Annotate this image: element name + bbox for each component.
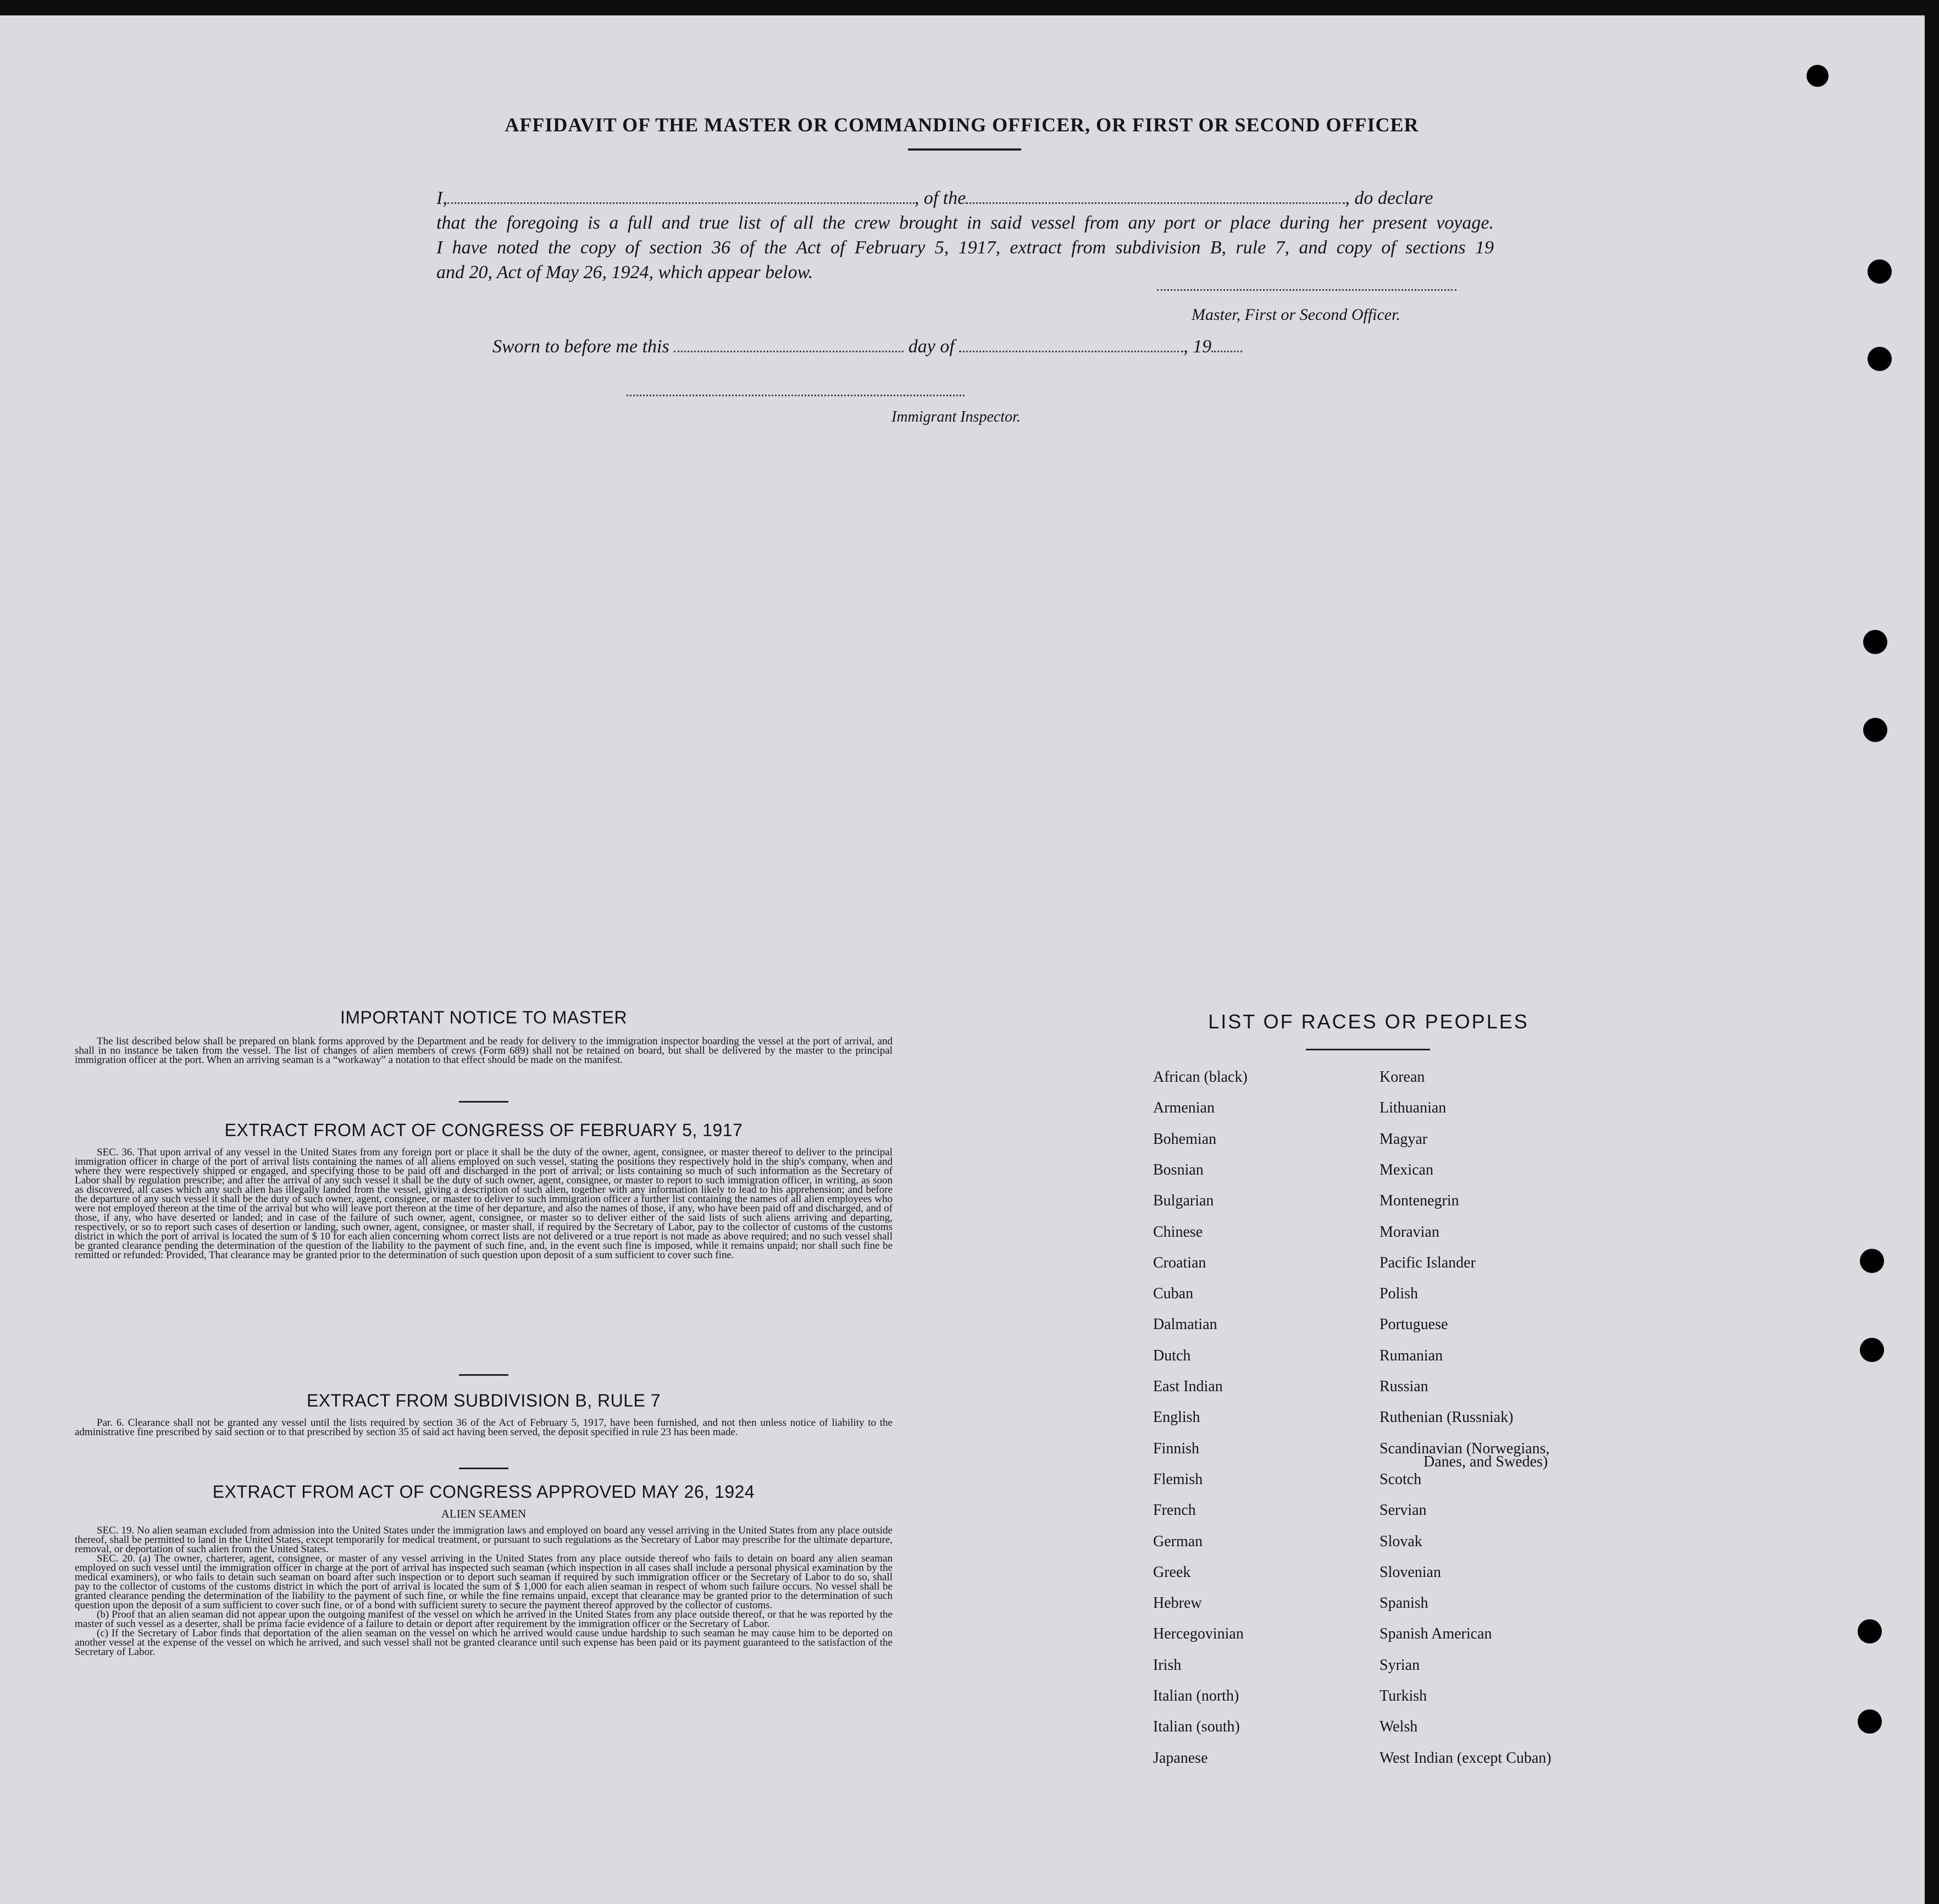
race-item: Bulgarian bbox=[1153, 1192, 1214, 1210]
race-item: Spanish American bbox=[1380, 1625, 1492, 1643]
binder-hole bbox=[1863, 630, 1887, 654]
race-item: Slovak bbox=[1380, 1532, 1422, 1550]
race-item: Cuban bbox=[1153, 1285, 1194, 1303]
race-item: Scandinavian (Norwegians, bbox=[1380, 1440, 1550, 1457]
inspector-signature-line[interactable] bbox=[627, 395, 965, 396]
race-item: Rumanian bbox=[1380, 1347, 1443, 1364]
race-item: Japanese bbox=[1153, 1749, 1208, 1767]
race-item: German bbox=[1153, 1532, 1203, 1550]
race-item: Croatian bbox=[1153, 1254, 1206, 1271]
divider bbox=[459, 1468, 508, 1469]
race-item: Korean bbox=[1380, 1069, 1425, 1086]
race-item: Spanish bbox=[1380, 1595, 1428, 1612]
race-item: African (black) bbox=[1153, 1069, 1248, 1086]
race-item: Moravian bbox=[1380, 1223, 1439, 1241]
i-prefix: I, bbox=[436, 188, 447, 208]
of-the-label: , of the bbox=[914, 188, 966, 208]
sworn-month-blank[interactable] bbox=[959, 351, 1183, 352]
binder-hole bbox=[1858, 1619, 1882, 1643]
binder-hole bbox=[1858, 1709, 1882, 1734]
sworn-line bbox=[492, 336, 1242, 357]
race-item: Magyar bbox=[1380, 1130, 1428, 1148]
sec-19-paragraph: SEC. 19. No alien seaman excluded from admission into the United States under the immigration laws and employed on board any vessel arriving in the United States from any place outside thereof, shall be permitted to land in the United States, except temporarily for medical treatment, or pursuant to such regulations as the Secretary of Labor may prescribe for the ultimate departure, removal, or deportation of such alien from the United States. bbox=[75, 1525, 893, 1555]
race-item: Lithuanian bbox=[1380, 1099, 1447, 1117]
extract-1917-body bbox=[75, 1148, 893, 1260]
declaration-line-3: I have noted the copy of section 36 of the Act of February 5, 1917, extract from subdivision B, rule 7, and copy of sections 19 bbox=[436, 237, 1494, 258]
do-declare-label: , do declare bbox=[1345, 188, 1433, 208]
master-signature-line[interactable] bbox=[1157, 289, 1456, 291]
declaration bbox=[436, 186, 1494, 285]
race-item: Dutch bbox=[1153, 1347, 1191, 1364]
extract-1917-title: EXTRACT FROM ACT OF CONGRESS OF FEBRUARY 5, 1917 bbox=[224, 1120, 743, 1140]
inspector-signature-label: Immigrant Inspector. bbox=[891, 408, 1021, 425]
race-item: Dalmatian bbox=[1153, 1316, 1217, 1333]
sec-20a-paragraph: SEC. 20. (a) The owner, charterer, agent, consignee, or master of any vessel arriving in the United States from any place outside thereof who fails to detain on board any alien seaman employed on such vessel until the immigration officer in charge at the port of arrival has inspected such seaman (which inspection in all cases shall include a personal physical examination by the medical examiners), or who fails to detain such seaman on board after such inspection or to deport such seaman if required by such immigration officer or the Secretary of Labor to do so, shall pay to the collector of customs of the customs district in which the port of arrival is located the sum of $ 1,000 for each alien seaman in respect of whom such failure occurs. No vessel shall be granted clearance pending the determination of the liability to the payment of such fine, or while the fine remains unpaid, except that clearance may be granted prior to the determination of such question upon the deposit of a sum sufficient to cover such fine, or of a bond with sufficient surety to secure the payment thereof approved by the collector of customs. bbox=[75, 1553, 893, 1611]
race-item: Bohemian bbox=[1153, 1130, 1217, 1148]
divider bbox=[459, 1101, 508, 1103]
race-item: East Indian bbox=[1153, 1378, 1223, 1395]
name-blank[interactable] bbox=[447, 202, 915, 204]
divider bbox=[459, 1374, 508, 1376]
race-item: Hercegovinian bbox=[1153, 1625, 1244, 1643]
notice-paragraph: The list described below shall be prepared on blank forms approved by the Department and be ready for delivery to the immigration inspector boarding the vessel at the port of arrival, and shall in no instance be taken from the vessel. The list of changes of alien members of crews (Form 689) shall not be retained on board, but shall be delivered by the master to the principal immigration officer at the port. When an arriving seaman is a “workaway” a notation to that effect should be made on the manifest. bbox=[75, 1036, 893, 1066]
extract-1924-title: EXTRACT FROM ACT OF CONGRESS APPROVED MAY 26, 1924 bbox=[212, 1482, 755, 1502]
sworn-year-blank[interactable] bbox=[1211, 351, 1242, 352]
vessel-blank[interactable] bbox=[966, 202, 1345, 204]
race-item: Italian (south) bbox=[1153, 1718, 1240, 1736]
notice-body bbox=[75, 1037, 893, 1065]
race-item: Chinese bbox=[1153, 1223, 1203, 1241]
sec-20c-paragraph: (c) If the Secretary of Labor finds that deportation of the alien seaman on the vessel on which he arrived would cause undue hardship to such seaman he may cause him to be deported on another vessel at the expense of the vessel on which he arrived, and such vessel shall not be granted clearance until such expense has been paid or its payment guaranteed to the satisfaction of the Secretary of Labor. bbox=[75, 1628, 893, 1658]
race-item: Syrian bbox=[1380, 1656, 1420, 1674]
race-item: Scotch bbox=[1380, 1470, 1422, 1488]
race-item: French bbox=[1153, 1502, 1196, 1519]
race-item: Irish bbox=[1153, 1656, 1182, 1674]
rule-7-title: EXTRACT FROM SUBDIVISION B, RULE 7 bbox=[306, 1391, 661, 1410]
race-item: Russian bbox=[1380, 1378, 1428, 1395]
race-item: Ruthenian (Russniak) bbox=[1380, 1409, 1514, 1426]
extract-1924-body bbox=[75, 1526, 893, 1657]
rule-7-body bbox=[75, 1418, 893, 1437]
par-6-paragraph: Par. 6. Clearance shall not be granted any vessel until the lists required by section 36 of the Act of February 5, 1917, have been furnished, and not then unless notice of liability to the administrative fine prescribed by said section or to that prescribed by section 35 of said act having been served, the deposit specified in rule 23 has been made. bbox=[75, 1417, 893, 1438]
race-item: Mexican bbox=[1380, 1161, 1433, 1178]
binder-hole bbox=[1860, 1338, 1884, 1362]
race-item: Greek bbox=[1153, 1563, 1191, 1581]
title-underline bbox=[908, 148, 1021, 151]
affidavit-title: AFFIDAVIT OF THE MASTER OR COMMANDING OFFICER, OR FIRST OR SECOND OFFICER bbox=[505, 114, 1419, 136]
race-item-continuation: Danes, and Swedes) bbox=[1423, 1453, 1548, 1470]
race-item: Finnish bbox=[1153, 1440, 1200, 1457]
declaration-line-2: that the foregoing is a full and true list of all the crew brought in said vessel from any port or place during her present voyage. bbox=[436, 213, 1494, 233]
race-item: English bbox=[1153, 1409, 1200, 1426]
alien-seamen-subtitle: ALIEN SEAMEN bbox=[441, 1507, 527, 1520]
day-of-label: day of bbox=[908, 336, 955, 357]
binder-hole bbox=[1868, 259, 1892, 284]
race-item: Pacific Islander bbox=[1380, 1254, 1476, 1271]
race-item: Portuguese bbox=[1380, 1316, 1448, 1333]
race-item: West Indian (except Cuban) bbox=[1380, 1749, 1552, 1767]
race-item: Polish bbox=[1380, 1285, 1419, 1303]
binder-hole bbox=[1863, 718, 1887, 742]
race-item: Armenian bbox=[1153, 1099, 1215, 1117]
declaration-line-4: and 20, Act of May 26, 1924, which appear below. bbox=[436, 262, 813, 283]
binder-hole bbox=[1868, 347, 1892, 371]
race-item: Slovenian bbox=[1380, 1563, 1441, 1581]
binder-hole bbox=[1860, 1249, 1884, 1273]
race-item: Flemish bbox=[1153, 1470, 1203, 1488]
binder-hole bbox=[1807, 65, 1829, 87]
sworn-day-blank[interactable] bbox=[674, 351, 904, 352]
sworn-prefix: Sworn to before me this bbox=[492, 336, 669, 357]
race-item: Servian bbox=[1380, 1502, 1427, 1519]
notice-title: IMPORTANT NOTICE TO MASTER bbox=[340, 1008, 628, 1027]
year-prefix: , 19 bbox=[1183, 336, 1212, 357]
sec-20b-paragraph: (b) Proof that an alien seaman did not appear upon the outgoing manifest of the vessel on which he arrived in the United States from any place outside thereof, or that he was reported by the master of such vessel as a deserter, shall be prima facie evidence of a failure to detain or deport after requirement by the immigration officer or the Secretary of Labor. bbox=[75, 1609, 893, 1630]
races-title: LIST OF RACES OR PEOPLES bbox=[1208, 1010, 1529, 1033]
race-item: Welsh bbox=[1380, 1718, 1418, 1736]
race-item: Montenegrin bbox=[1380, 1192, 1459, 1210]
race-item: Bosnian bbox=[1153, 1161, 1204, 1178]
race-item: Hebrew bbox=[1153, 1595, 1202, 1612]
races-title-underline bbox=[1306, 1049, 1430, 1050]
race-item: Italian (north) bbox=[1153, 1687, 1239, 1704]
master-signature-label: Master, First or Second Officer. bbox=[1192, 306, 1400, 324]
race-item: Turkish bbox=[1380, 1687, 1427, 1704]
sec-36-paragraph: SEC. 36. That upon arrival of any vessel in the United States from any foreign port or place it shall be the duty of the owner, agent, consignee, or master thereof to deliver to the principal immigration officer in charge of the port of arrival lists containing the names of all aliens employed on such vessel, stating the positions they respectively hold in the ship's company, when and where they were respectively shipped or engaged, and specifying those to be paid off and discharged in the port of arrival; or lists containing so much of such information as the Secretary of Labor shall by regulation prescribe; and after the arrival of any such vessel it shall be the duty of such owner, agent, consignee, or master to report to such immigration officer, in writing, as soon as discovered, all cases which any such alien has illegally landed from the vessel, giving a description of such alien, together with any information likely to lead to his apprehension; and before the departure of any such vessel it shall be the duty of such owner, agent, consignee, or master to deliver to such immigration officer a further list containing the names of all alien employees who were not employed thereon at the time of the arrival but who will leave port thereon at the time of her departure, and also the names of those, if any, who have been paid off and discharged, and of those, if any, who have deserted or landed; and in case of the failure of such owner, agent, consignee, or master so to deliver either of the said lists of such aliens arriving and departing, respectively, or so to report such cases of desertion or landing, such owner, agent, consignee, or master shall, if required by the Secretary of Labor, pay to the collector of customs of the customs district in which the port of arrival is located the sum of $ 10 for each alien concerning whom correct lists are not delivered or a true report is not made as above required; and no such vessel shall be granted clearance pending the determination of the question of the liability to the payment of such fine, and, in the event such fine is imposed, while it remains unpaid; nor shall such fine be remitted or refunded: Provided, That clearance may be granted prior to the determination of such question upon deposit of a sum sufficient to cover such fine. bbox=[75, 1147, 893, 1261]
